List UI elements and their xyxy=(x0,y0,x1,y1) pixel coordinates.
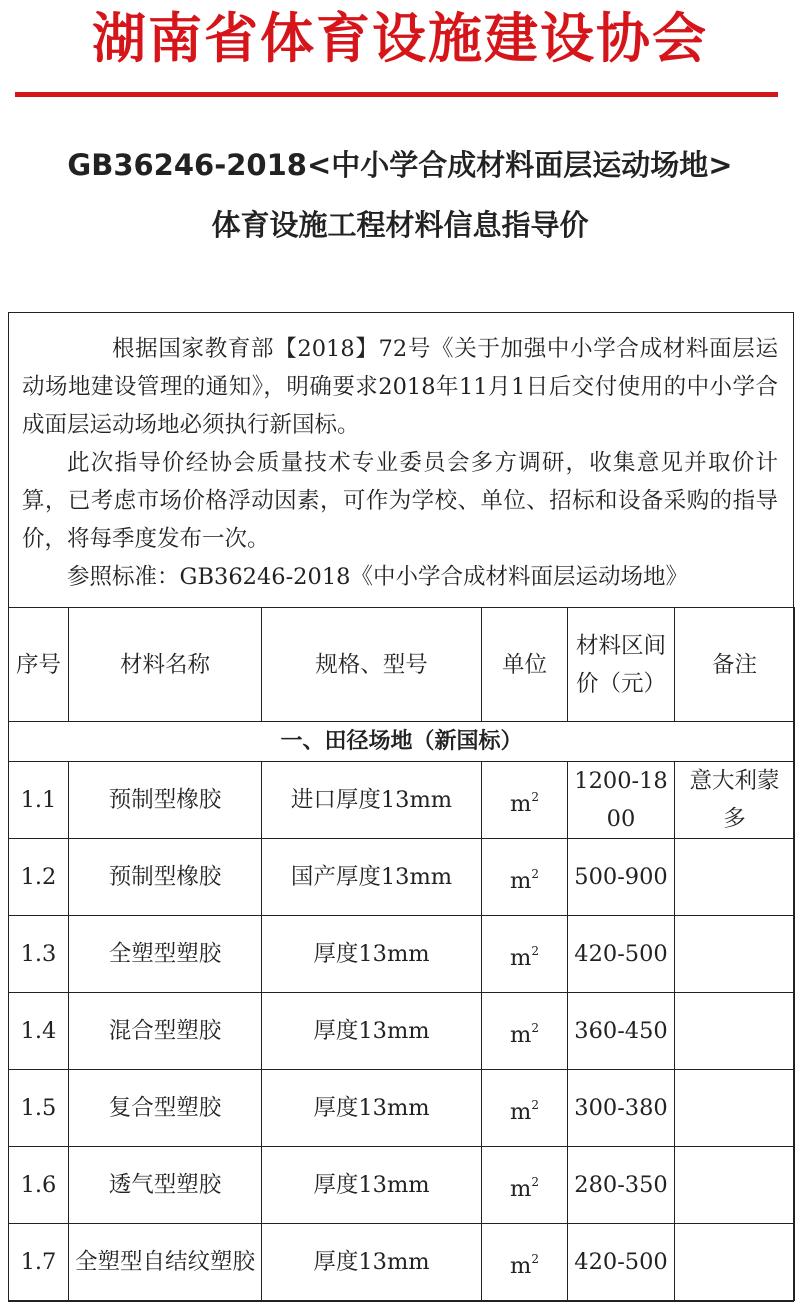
row-unit: $m^2$ xyxy=(482,762,568,839)
row-spec: 厚度13mm xyxy=(262,1224,482,1301)
row-unit: $m^2$ xyxy=(482,1147,568,1224)
row-spec: 厚度13mm xyxy=(262,916,482,993)
header-unit: 单位 xyxy=(482,608,568,722)
header-price-range: 材料区间价（元） xyxy=(568,608,675,722)
intro-section xyxy=(8,330,794,596)
row-spec: 进口厚度13mm xyxy=(262,762,482,839)
row-spec: 厚度13mm xyxy=(262,993,482,1070)
row-remark xyxy=(675,1224,795,1301)
row-remark xyxy=(675,1147,795,1224)
row-no: 1.4 xyxy=(9,993,69,1070)
row-material-name: 透气型塑胶 xyxy=(69,1147,262,1224)
row-material-name: 预制型橡胶 xyxy=(69,762,262,839)
row-remark xyxy=(675,916,795,993)
organization-name: 湖南省体育设施建设协会 xyxy=(92,7,708,70)
intro-paragraph-2: 此次指导价经协会质量技术专业委员会多方调研，收集意见并取价计算，已考虑市场价格浮动因素，可作为学校、单位、招标和设备采购的指导价，将每季度发布一次。 xyxy=(22,450,778,552)
row-price: 300-380 xyxy=(568,1070,675,1147)
header-material-name: 材料名称 xyxy=(69,608,262,722)
table-row xyxy=(9,1070,795,1147)
row-unit: $m^2$ xyxy=(482,1070,568,1147)
row-price: 360-450 xyxy=(568,993,675,1070)
row-material-name: 复合型塑胶 xyxy=(69,1070,262,1147)
intro-reference-standard: 参照标准：GB36246-2018《中小学合成材料面层运动场地》 xyxy=(67,564,688,590)
document-title-line1: GB36246-2018<中小学合成材料面层运动场地> xyxy=(67,148,733,182)
section-row xyxy=(9,722,795,762)
row-spec: 厚度13mm xyxy=(262,1070,482,1147)
header-no: 序号 xyxy=(9,608,69,722)
table-row xyxy=(9,1147,795,1224)
row-price: 420-500 xyxy=(568,916,675,993)
row-unit: $m^2$ xyxy=(482,839,568,916)
table-row xyxy=(9,839,795,916)
row-remark xyxy=(675,993,795,1070)
document-title-line2: 体育设施工程材料信息指导价 xyxy=(211,208,589,242)
header-divider xyxy=(15,92,778,97)
row-remark xyxy=(675,1070,795,1147)
row-material-name: 全塑型自结纹塑胶 xyxy=(69,1224,262,1301)
row-price: 1200-1800 xyxy=(568,762,675,839)
row-spec: 国产厚度13mm xyxy=(262,839,482,916)
row-no: 1.6 xyxy=(9,1147,69,1224)
row-no: 1.5 xyxy=(9,1070,69,1147)
section-title: 一、田径场地（新国标） xyxy=(9,722,795,762)
row-no: 1.3 xyxy=(9,916,69,993)
row-no: 1.2 xyxy=(9,839,69,916)
row-price: 420-500 xyxy=(568,1224,675,1301)
table-header-row xyxy=(9,608,795,722)
row-material-name: 全塑型塑胶 xyxy=(69,916,262,993)
table-row xyxy=(9,993,795,1070)
row-unit: $m^2$ xyxy=(482,1224,568,1301)
header-remark: 备注 xyxy=(675,608,795,722)
header-spec: 规格、型号 xyxy=(262,608,482,722)
row-no: 1.7 xyxy=(9,1224,69,1301)
row-no: 1.1 xyxy=(9,762,69,839)
row-material-name: 预制型橡胶 xyxy=(69,839,262,916)
row-price: 500-900 xyxy=(568,839,675,916)
row-spec: 厚度13mm xyxy=(262,1147,482,1224)
row-price: 280-350 xyxy=(568,1147,675,1224)
table-row xyxy=(9,1224,795,1301)
table-row xyxy=(9,916,795,993)
row-material-name: 混合型塑胶 xyxy=(69,993,262,1070)
price-table xyxy=(8,607,795,1301)
table-row xyxy=(9,762,795,839)
row-remark: 意大利蒙多 xyxy=(675,762,795,839)
intro-paragraph-1: 根据国家教育部【2018】72号《关于加强中小学合成材料面层运动场地建设管理的通知》，明确要求2018年11月1日后交付使用的中小学合成面层运动场地必须执行新国标。 xyxy=(22,336,778,438)
row-remark xyxy=(675,839,795,916)
row-unit: $m^2$ xyxy=(482,993,568,1070)
row-unit: $m^2$ xyxy=(482,916,568,993)
